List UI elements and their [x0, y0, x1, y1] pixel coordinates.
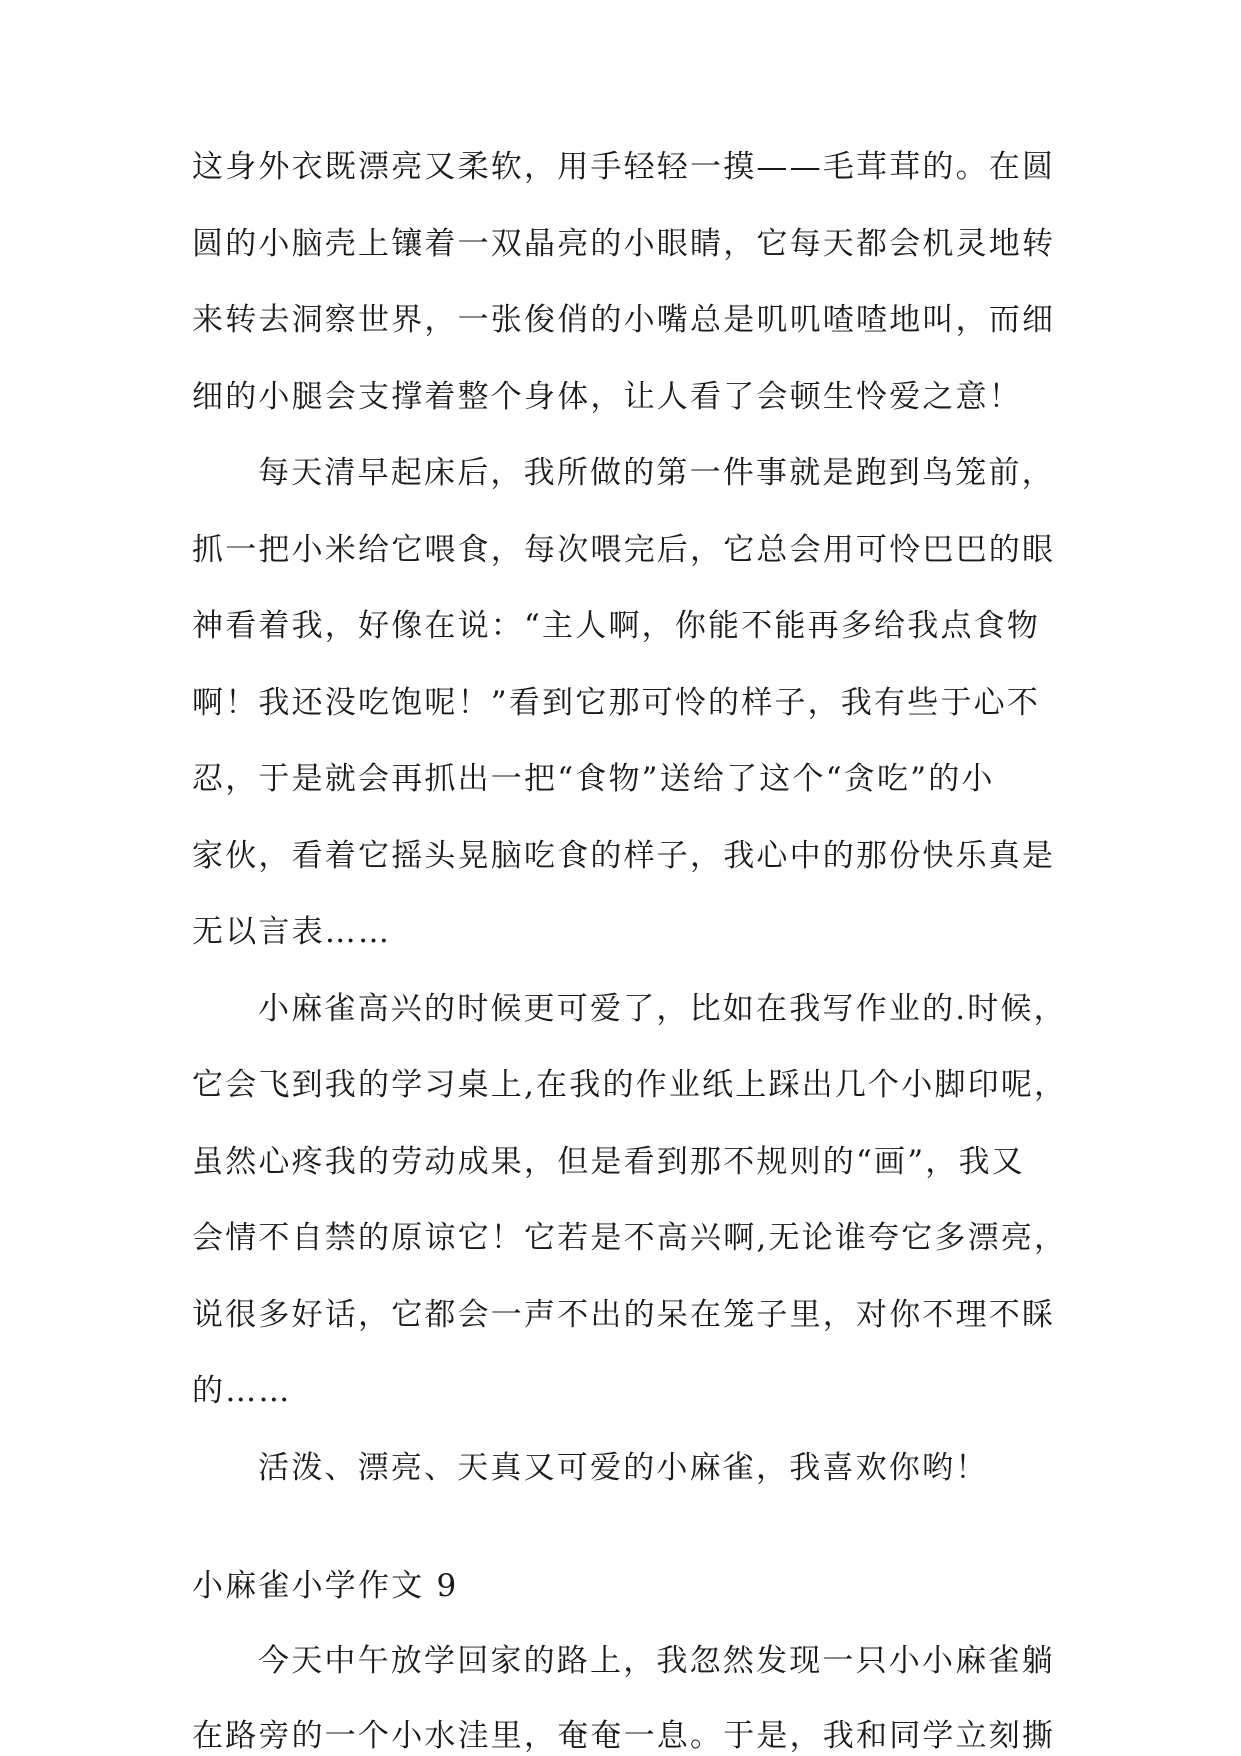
text-line: 的…… [192, 1373, 292, 1409]
text-line: 说很多好话，它都会一声不出的呆在笼子里，对你不理不睬 [192, 1297, 1056, 1333]
paragraph-first-line: 每天清早起床后，我所做的第一件事就是跑到鸟笼前， [258, 455, 1055, 491]
text-line: 在路旁的一个小水洼里，奄奄一息。于是，我和同学立刻撕 [192, 1718, 1056, 1754]
text-line: 忍，于是就会再抓出一把“食物”送给了这个“贪吃”的小 [192, 761, 995, 797]
paragraph-first-line: 小麻雀高兴的时候更可爱了，比如在我写作业的.时候， [258, 991, 1067, 1027]
text-line: 圆的小脑壳上镶着一双晶亮的小眼睛，它每天都会机灵地转 [192, 226, 1056, 262]
text-line: 它会飞到我的学习桌上,在我的作业纸上踩出几个小脚印呢， [192, 1067, 1068, 1103]
section-heading: 小麻雀小学作文 9 [192, 1568, 459, 1604]
text-line: 细的小腿会支撑着整个身体，让人看了会顿生怜爱之意！ [192, 379, 1022, 415]
paragraph-first-line: 活泼、漂亮、天真又可爱的小麻雀，我喜欢你哟！ [258, 1450, 989, 1486]
text-line: 这身外衣既漂亮又柔软，用手轻轻一摸——毛茸茸的。在圆 [192, 149, 1056, 185]
text-line: 神看着我，好像在说：“主人啊，你能不能再多给我点食物 [192, 608, 1041, 644]
text-line: 来转去洞察世界，一张俊俏的小嘴总是叽叽喳喳地叫，而细 [192, 302, 1056, 338]
text-line: 家伙，看着它摇头晃脑吃食的样子，我心中的那份快乐真是 [192, 838, 1056, 874]
text-line: 会情不自禁的原谅它！它若是不高兴啊,无论谁夸它多漂亮， [192, 1220, 1068, 1256]
text-line: 抓一把小米给它喂食，每次喂完后，它总会用可怜巴巴的眼 [192, 532, 1056, 568]
text-line: 虽然心疼我的劳动成果，但是看到那不规则的“画”，我又 [192, 1144, 1025, 1180]
paragraph-first-line: 今天中午放学回家的路上，我忽然发现一只小小麻雀躺 [258, 1643, 1055, 1679]
text-line: 啊！我还没吃饱呢！”看到它那可怜的样子，我有些于心不 [192, 685, 1041, 721]
text-line: 无以言表…… [192, 914, 392, 950]
